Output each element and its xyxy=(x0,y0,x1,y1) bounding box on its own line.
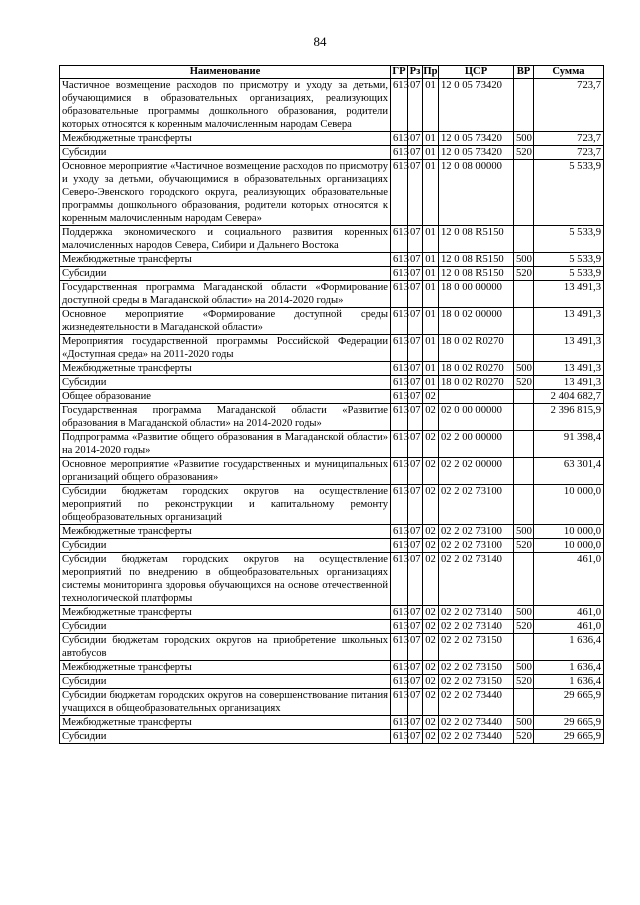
cell-rz: 07 xyxy=(408,376,423,390)
table-row xyxy=(60,730,604,744)
cell-gr: 613 xyxy=(391,226,408,253)
table-row xyxy=(60,308,604,335)
cell-gr: 613 xyxy=(391,132,408,146)
cell-name: Субсидии бюджетам городских округов на совершенствование питания учащихся в общеобразовательных организациях xyxy=(60,689,391,716)
cell-rz: 07 xyxy=(408,553,423,606)
cell-rz: 07 xyxy=(408,716,423,730)
cell-pr: 02 xyxy=(423,404,439,431)
cell-gr: 613 xyxy=(391,79,408,132)
header-pr: Пр xyxy=(423,66,438,77)
cell-rz: 07 xyxy=(408,335,423,362)
cell-pr: 02 xyxy=(423,458,439,485)
cell-sum: 5 533,9 xyxy=(534,267,604,281)
cell-pr: 01 xyxy=(423,376,439,390)
cell-rz: 07 xyxy=(408,267,423,281)
cell-vr xyxy=(514,160,534,226)
table-row xyxy=(60,431,604,458)
cell-sum: 5 533,9 xyxy=(534,253,604,267)
table-row xyxy=(60,634,604,661)
cell-sum: 461,0 xyxy=(534,620,604,634)
cell-csr: 02 2 02 73140 xyxy=(439,553,514,606)
cell-vr: 500 xyxy=(514,132,534,146)
cell-sum: 91 398,4 xyxy=(534,431,604,458)
cell-csr: 02 2 02 73150 xyxy=(439,634,514,661)
cell-rz: 07 xyxy=(408,485,423,525)
cell-rz: 07 xyxy=(408,253,423,267)
table-row xyxy=(60,226,604,253)
cell-pr: 01 xyxy=(423,253,439,267)
cell-csr xyxy=(439,390,514,404)
cell-sum: 1 636,4 xyxy=(534,634,604,661)
cell-vr: 520 xyxy=(514,376,534,390)
cell-vr xyxy=(514,281,534,308)
cell-sum: 29 665,9 xyxy=(534,689,604,716)
cell-sum: 1 636,4 xyxy=(534,675,604,689)
cell-name: Основное мероприятие «Частичное возмещение расходов по присмотру и уходу за детьми, обучающимися в образовательных организациях Северо-Эвенского городского округа, реализующих образовательные программы дошкольного образования, родители которых относятся к коренным малочисленным народам Севера» xyxy=(60,160,391,226)
cell-gr: 613 xyxy=(391,281,408,308)
cell-vr: 520 xyxy=(514,730,534,744)
cell-csr: 18 0 00 00000 xyxy=(439,281,514,308)
cell-gr: 613 xyxy=(391,404,408,431)
cell-sum: 10 000,0 xyxy=(534,525,604,539)
cell-csr: 12 0 08 00000 xyxy=(439,160,514,226)
cell-rz: 07 xyxy=(408,620,423,634)
cell-vr xyxy=(514,79,534,132)
cell-pr: 02 xyxy=(423,634,439,661)
header-name: Наименование xyxy=(60,66,391,79)
cell-vr: 520 xyxy=(514,620,534,634)
cell-csr: 12 0 08 R5150 xyxy=(439,253,514,267)
table-row xyxy=(60,253,604,267)
cell-gr: 613 xyxy=(391,620,408,634)
table-row xyxy=(60,620,604,634)
cell-gr: 613 xyxy=(391,730,408,744)
cell-name: Межбюджетные трансферты xyxy=(60,525,391,539)
cell-csr: 02 2 02 73140 xyxy=(439,620,514,634)
table-row xyxy=(60,553,604,606)
cell-csr: 12 0 08 R5150 xyxy=(439,267,514,281)
table-row xyxy=(60,689,604,716)
cell-vr xyxy=(514,634,534,661)
cell-csr: 18 0 02 R0270 xyxy=(439,376,514,390)
table-row xyxy=(60,525,604,539)
cell-gr: 613 xyxy=(391,525,408,539)
cell-name: Субсидии xyxy=(60,620,391,634)
cell-sum: 13 491,3 xyxy=(534,308,604,335)
cell-sum: 2 404 682,7 xyxy=(534,390,604,404)
cell-vr: 520 xyxy=(514,675,534,689)
cell-csr: 02 2 02 73440 xyxy=(439,716,514,730)
cell-name: Межбюджетные трансферты xyxy=(60,716,391,730)
cell-name: Межбюджетные трансферты xyxy=(60,132,391,146)
cell-sum: 29 665,9 xyxy=(534,716,604,730)
cell-pr: 01 xyxy=(423,160,439,226)
cell-csr: 12 0 05 73420 xyxy=(439,79,514,132)
cell-pr: 01 xyxy=(423,281,439,308)
cell-gr: 613 xyxy=(391,335,408,362)
cell-vr xyxy=(514,335,534,362)
cell-name: Субсидии бюджетам городских округов на осуществление мероприятий по внедрению в общеобразовательных организациях системы мониторинга здоровья обучающихся на основе отечественной технологической платформы xyxy=(60,553,391,606)
cell-rz: 07 xyxy=(408,431,423,458)
cell-pr: 02 xyxy=(423,730,439,744)
cell-gr: 613 xyxy=(391,362,408,376)
cell-gr: 613 xyxy=(391,267,408,281)
cell-name: Подпрограмма «Развитие общего образования в Магаданской области» на 2014-2020 годы» xyxy=(60,431,391,458)
cell-vr xyxy=(514,689,534,716)
cell-sum: 63 301,4 xyxy=(534,458,604,485)
cell-pr: 02 xyxy=(423,485,439,525)
cell-rz: 07 xyxy=(408,160,423,226)
cell-rz: 07 xyxy=(408,675,423,689)
cell-gr: 613 xyxy=(391,376,408,390)
table-row xyxy=(60,539,604,553)
cell-rz: 07 xyxy=(408,525,423,539)
cell-gr: 613 xyxy=(391,716,408,730)
cell-sum: 5 533,9 xyxy=(534,160,604,226)
cell-name: Субсидии xyxy=(60,675,391,689)
cell-gr: 613 xyxy=(391,146,408,160)
cell-sum: 2 396 815,9 xyxy=(534,404,604,431)
cell-rz: 07 xyxy=(408,689,423,716)
cell-vr: 520 xyxy=(514,267,534,281)
cell-vr xyxy=(514,458,534,485)
header-rz: Рз xyxy=(408,66,423,79)
cell-pr: 02 xyxy=(423,539,439,553)
cell-name: Основное мероприятие «Развитие государственных и муниципальных организаций общего образования» xyxy=(60,458,391,485)
table-header-row xyxy=(60,66,604,79)
cell-vr xyxy=(514,485,534,525)
cell-gr: 613 xyxy=(391,308,408,335)
cell-pr: 02 xyxy=(423,431,439,458)
cell-csr: 02 2 02 73150 xyxy=(439,675,514,689)
cell-gr: 613 xyxy=(391,661,408,675)
cell-sum: 723,7 xyxy=(534,132,604,146)
cell-pr: 02 xyxy=(423,606,439,620)
cell-sum: 461,0 xyxy=(534,553,604,606)
cell-gr: 613 xyxy=(391,390,408,404)
cell-csr: 02 2 02 73440 xyxy=(439,689,514,716)
cell-pr: 02 xyxy=(423,689,439,716)
cell-pr: 01 xyxy=(423,308,439,335)
cell-sum: 13 491,3 xyxy=(534,376,604,390)
cell-name: Субсидии xyxy=(60,730,391,744)
cell-rz: 07 xyxy=(408,661,423,675)
cell-name: Субсидии xyxy=(60,267,391,281)
cell-rz: 07 xyxy=(408,79,423,132)
cell-csr: 02 2 00 00000 xyxy=(439,431,514,458)
table-row xyxy=(60,132,604,146)
cell-sum: 29 665,9 xyxy=(534,730,604,744)
table-row xyxy=(60,675,604,689)
cell-name: Государственная программа Магаданской области «Развитие образования в Магаданской области» на 2014-2020 годы» xyxy=(60,404,391,431)
cell-csr: 18 0 02 R0270 xyxy=(439,362,514,376)
cell-sum: 13 491,3 xyxy=(534,362,604,376)
cell-vr xyxy=(514,404,534,431)
header-sum: Сумма xyxy=(534,66,604,79)
cell-vr xyxy=(514,553,534,606)
table-row xyxy=(60,404,604,431)
cell-sum: 13 491,3 xyxy=(534,281,604,308)
cell-vr: 500 xyxy=(514,716,534,730)
cell-gr: 613 xyxy=(391,675,408,689)
table-row xyxy=(60,661,604,675)
cell-pr: 01 xyxy=(423,132,439,146)
table-row xyxy=(60,146,604,160)
cell-sum: 1 636,4 xyxy=(534,661,604,675)
cell-vr: 500 xyxy=(514,661,534,675)
cell-name: Субсидии xyxy=(60,146,391,160)
cell-sum: 13 491,3 xyxy=(534,335,604,362)
cell-pr: 02 xyxy=(423,661,439,675)
cell-name: Межбюджетные трансферты xyxy=(60,661,391,675)
cell-csr: 12 0 05 73420 xyxy=(439,146,514,160)
cell-csr: 02 0 00 00000 xyxy=(439,404,514,431)
cell-gr: 613 xyxy=(391,553,408,606)
cell-rz: 07 xyxy=(408,308,423,335)
table-row xyxy=(60,390,604,404)
cell-name: Субсидии xyxy=(60,539,391,553)
cell-gr: 613 xyxy=(391,160,408,226)
cell-pr: 01 xyxy=(423,335,439,362)
cell-gr: 613 xyxy=(391,458,408,485)
table-row xyxy=(60,79,604,132)
cell-vr: 500 xyxy=(514,362,534,376)
table-row xyxy=(60,267,604,281)
cell-rz: 07 xyxy=(408,730,423,744)
table-row xyxy=(60,485,604,525)
cell-vr xyxy=(514,431,534,458)
cell-vr: 500 xyxy=(514,606,534,620)
cell-csr: 02 2 02 00000 xyxy=(439,458,514,485)
cell-name: Общее образование xyxy=(60,390,391,404)
cell-gr: 613 xyxy=(391,689,408,716)
cell-rz: 07 xyxy=(408,539,423,553)
cell-rz: 07 xyxy=(408,404,423,431)
cell-rz: 07 xyxy=(408,390,423,404)
page-number: 84 xyxy=(313,34,327,49)
cell-name: Субсидии бюджетам городских округов на осуществление мероприятий по реконструкции и капитальному ремонту общеобразовательных организаций xyxy=(60,485,391,525)
table-row xyxy=(60,458,604,485)
cell-pr: 01 xyxy=(423,146,439,160)
cell-pr: 01 xyxy=(423,79,439,132)
budget-table xyxy=(59,65,604,744)
cell-vr: 500 xyxy=(514,253,534,267)
cell-vr xyxy=(514,308,534,335)
cell-pr: 02 xyxy=(423,390,439,404)
cell-name: Субсидии xyxy=(60,376,391,390)
cell-gr: 613 xyxy=(391,539,408,553)
cell-rz: 07 xyxy=(408,226,423,253)
table-row xyxy=(60,376,604,390)
cell-vr: 520 xyxy=(514,539,534,553)
cell-sum: 461,0 xyxy=(534,606,604,620)
cell-csr: 12 0 08 R5150 xyxy=(439,226,514,253)
cell-gr: 613 xyxy=(391,431,408,458)
cell-vr: 520 xyxy=(514,146,534,160)
cell-csr: 02 2 02 73150 xyxy=(439,661,514,675)
cell-rz: 07 xyxy=(408,281,423,308)
cell-sum: 5 533,9 xyxy=(534,226,604,253)
cell-name: Межбюджетные трансферты xyxy=(60,253,391,267)
table-row xyxy=(60,716,604,730)
cell-sum: 10 000,0 xyxy=(534,485,604,525)
header-csr: ЦСР xyxy=(439,66,514,79)
cell-vr xyxy=(514,390,534,404)
cell-csr: 02 2 02 73100 xyxy=(439,539,514,553)
cell-pr: 01 xyxy=(423,362,439,376)
cell-csr: 18 0 02 00000 xyxy=(439,308,514,335)
header-vr: ВР xyxy=(514,66,534,79)
cell-pr: 02 xyxy=(423,525,439,539)
cell-rz: 07 xyxy=(408,606,423,620)
cell-rz: 07 xyxy=(408,146,423,160)
cell-name: Государственная программа Магаданской области «Формирование доступной среды в Магаданской области» на 2014-2020 годы» xyxy=(60,281,391,308)
cell-sum: 723,7 xyxy=(534,79,604,132)
cell-name: Межбюджетные трансферты xyxy=(60,606,391,620)
cell-csr: 02 2 02 73140 xyxy=(439,606,514,620)
cell-csr: 12 0 05 73420 xyxy=(439,132,514,146)
table-row xyxy=(60,160,604,226)
cell-csr: 18 0 02 R0270 xyxy=(439,335,514,362)
cell-csr: 02 2 02 73440 xyxy=(439,730,514,744)
cell-rz: 07 xyxy=(408,132,423,146)
table-row xyxy=(60,335,604,362)
cell-sum: 723,7 xyxy=(534,146,604,160)
table-row xyxy=(60,281,604,308)
cell-sum: 10 000,0 xyxy=(534,539,604,553)
cell-gr: 613 xyxy=(391,253,408,267)
cell-rz: 07 xyxy=(408,362,423,376)
cell-pr: 02 xyxy=(423,675,439,689)
cell-name: Мероприятия государственной программы Российской Федерации «Доступная среда» на 2011-2020 годы xyxy=(60,335,391,362)
cell-rz: 07 xyxy=(408,634,423,661)
cell-name: Субсидии бюджетам городских округов на приобретение школьных автобусов xyxy=(60,634,391,661)
table-row xyxy=(60,362,604,376)
cell-vr: 500 xyxy=(514,525,534,539)
cell-csr: 02 2 02 73100 xyxy=(439,485,514,525)
cell-rz: 07 xyxy=(408,458,423,485)
cell-vr xyxy=(514,226,534,253)
cell-name: Поддержка экономического и социального развития коренных малочисленных народов Севера, Сибири и Дальнего Востока xyxy=(60,226,391,253)
table-row xyxy=(60,606,604,620)
cell-pr: 01 xyxy=(423,267,439,281)
header-gr: ГР xyxy=(392,66,406,77)
cell-name: Основное мероприятие «Формирование доступной среды жизнедеятельности в Магаданской области» xyxy=(60,308,391,335)
cell-gr: 613 xyxy=(391,485,408,525)
cell-pr: 01 xyxy=(423,226,439,253)
cell-csr: 02 2 02 73100 xyxy=(439,525,514,539)
cell-name: Частичное возмещение расходов по присмотру и уходу за детьми, обучающимися в образовательных организациях, реализующих образовательные программы дошкольного образования, родители которых относятся к коренным малочисленным народам Севера xyxy=(60,79,391,132)
cell-gr: 613 xyxy=(391,606,408,620)
cell-gr: 613 xyxy=(391,634,408,661)
cell-pr: 02 xyxy=(423,716,439,730)
cell-pr: 02 xyxy=(423,620,439,634)
cell-pr: 02 xyxy=(423,553,439,606)
cell-name: Межбюджетные трансферты xyxy=(60,362,391,376)
